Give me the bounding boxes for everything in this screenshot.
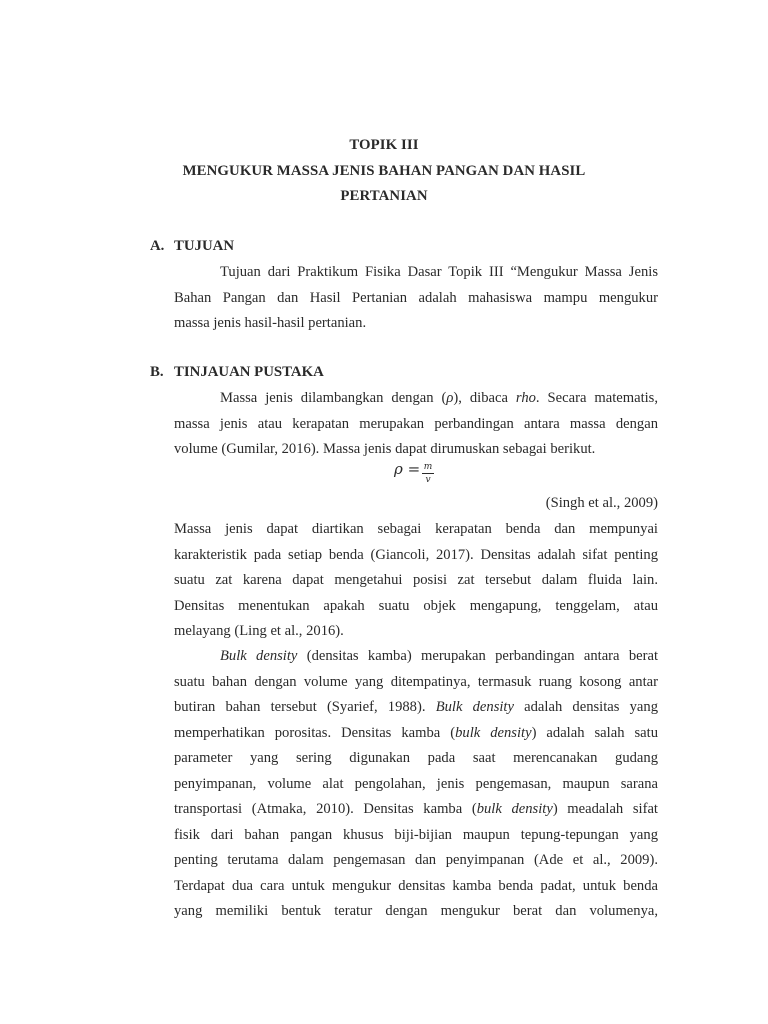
section-b-p3-line-1 [220, 647, 658, 665]
section-b-letter: B. [150, 364, 164, 380]
section-b-p3-line-5: parameter yang sering digunakan pada saat merencanakan gudang [174, 750, 658, 766]
p3-l7-b: ) meadalah sifat [552, 801, 658, 817]
topic-title: TOPIK III [349, 137, 419, 153]
section-b-p3-line-10: Terdapat dua cara untuk mengukur densitas kamba benda padat, untuk benda [174, 878, 658, 894]
p1-text-a: Massa jenis dilambangkan dengan ( [220, 390, 447, 406]
section-b-p2-line-3: suatu zat karena dapat mengetahui posisi zat tersebut dalam fluida lain. [174, 572, 658, 588]
section-b-p3-line-7 [174, 800, 658, 818]
section-b-p1-line-3: volume (Gumilar, 2016). Massa jenis dapat dirumuskan sebagai berikut. [174, 441, 596, 457]
section-b-p3-line-2: suatu bahan dengan volume yang ditempatinya, termasuk ruang kosong antar [174, 674, 658, 690]
section-b-p3-line-9: penting terutama dalam pengemasan dan penyimpanan (Ade et al., 2009). [174, 852, 658, 868]
p3-l4-b: ) adalah salah satu [531, 725, 658, 741]
section-b-p3-line-6: penyimpanan, volume alat pengolahan, jenis pengemasan, maupun sarana [174, 776, 658, 792]
section-a-line-2: Bahan Pangan dan Hasil Pertanian adalah mahasiswa mampu mengukur [174, 290, 658, 306]
section-b-p1-line-1 [220, 389, 658, 407]
p3-l7-a: transportasi (Atmaka, 2010). Densitas kamba ( [174, 801, 477, 817]
rho-symbol: ρ [446, 390, 454, 406]
section-a-letter: A. [150, 238, 165, 254]
p1-text-c: . Secara matematis, [535, 390, 659, 406]
bulk-density-term: Bulk density [435, 699, 514, 715]
density-formula-lhs: ρ = [394, 460, 421, 478]
fraction-bar [422, 473, 434, 474]
p3-l4-a: memperhatikan porositas. Densitas kamba ( [174, 725, 456, 741]
p3-l3-a: butiran bahan tersebut (Syarief, 1988). [174, 699, 436, 715]
p1-text-b: ), dibaca [453, 390, 516, 406]
section-b-p2-line-1: Massa jenis dapat diartikan sebagai kerapatan benda dan mempunyai [174, 521, 658, 537]
section-a-line-1: Tujuan dari Praktikum Fisika Dasar Topik III “Mengukur Massa Jenis [220, 264, 658, 280]
density-formula-fraction [422, 462, 434, 485]
bulk-density-term: Bulk density [220, 648, 298, 664]
p3-l3-b: adalah densitas yang [513, 699, 659, 715]
document-title-line-1: MENGUKUR MASSA JENIS BAHAN PANGAN DAN HASIL [182, 163, 586, 179]
section-b-p3-line-8: fisik dari bahan pangan khusus biji-bijian maupun tepung-tepungan yang [174, 827, 658, 843]
document-title-line-2: PERTANIAN [340, 188, 428, 204]
formula-citation: (Singh et al., 2009) [545, 495, 658, 511]
section-b-p1-line-2: massa jenis atau kerapatan merupakan perbandingan antara massa dengan [174, 416, 658, 432]
formula-denominator: v [425, 475, 431, 485]
formula-numerator: m [423, 462, 433, 472]
p3-l1-rest: (densitas kamba) merupakan perbandingan antara berat [297, 648, 659, 664]
section-b-heading: TINJAUAN PUSTAKA [174, 364, 324, 380]
bulk-density-term: bulk density [476, 801, 553, 817]
section-a-line-3: massa jenis hasil-hasil pertanian. [174, 315, 367, 331]
section-b-p2-line-4: Densitas menentukan apakah suatu objek mengapung, tenggelam, atau [174, 598, 658, 614]
section-a-heading: TUJUAN [174, 238, 235, 254]
section-b-p2-line-2: karakteristik pada setiap benda (Giancoli, 2017). Densitas adalah sifat penting [174, 547, 658, 563]
section-b-p3-line-4 [174, 724, 658, 742]
section-b-p3-line-3 [174, 698, 658, 716]
rho-word: rho [515, 390, 536, 406]
section-b-p3-line-11: yang memiliki bentuk teratur dengan mengukur berat dan volumenya, [174, 903, 658, 919]
section-b-p2-line-5: melayang (Ling et al., 2016). [174, 623, 344, 639]
bulk-density-term: bulk density [455, 725, 532, 741]
